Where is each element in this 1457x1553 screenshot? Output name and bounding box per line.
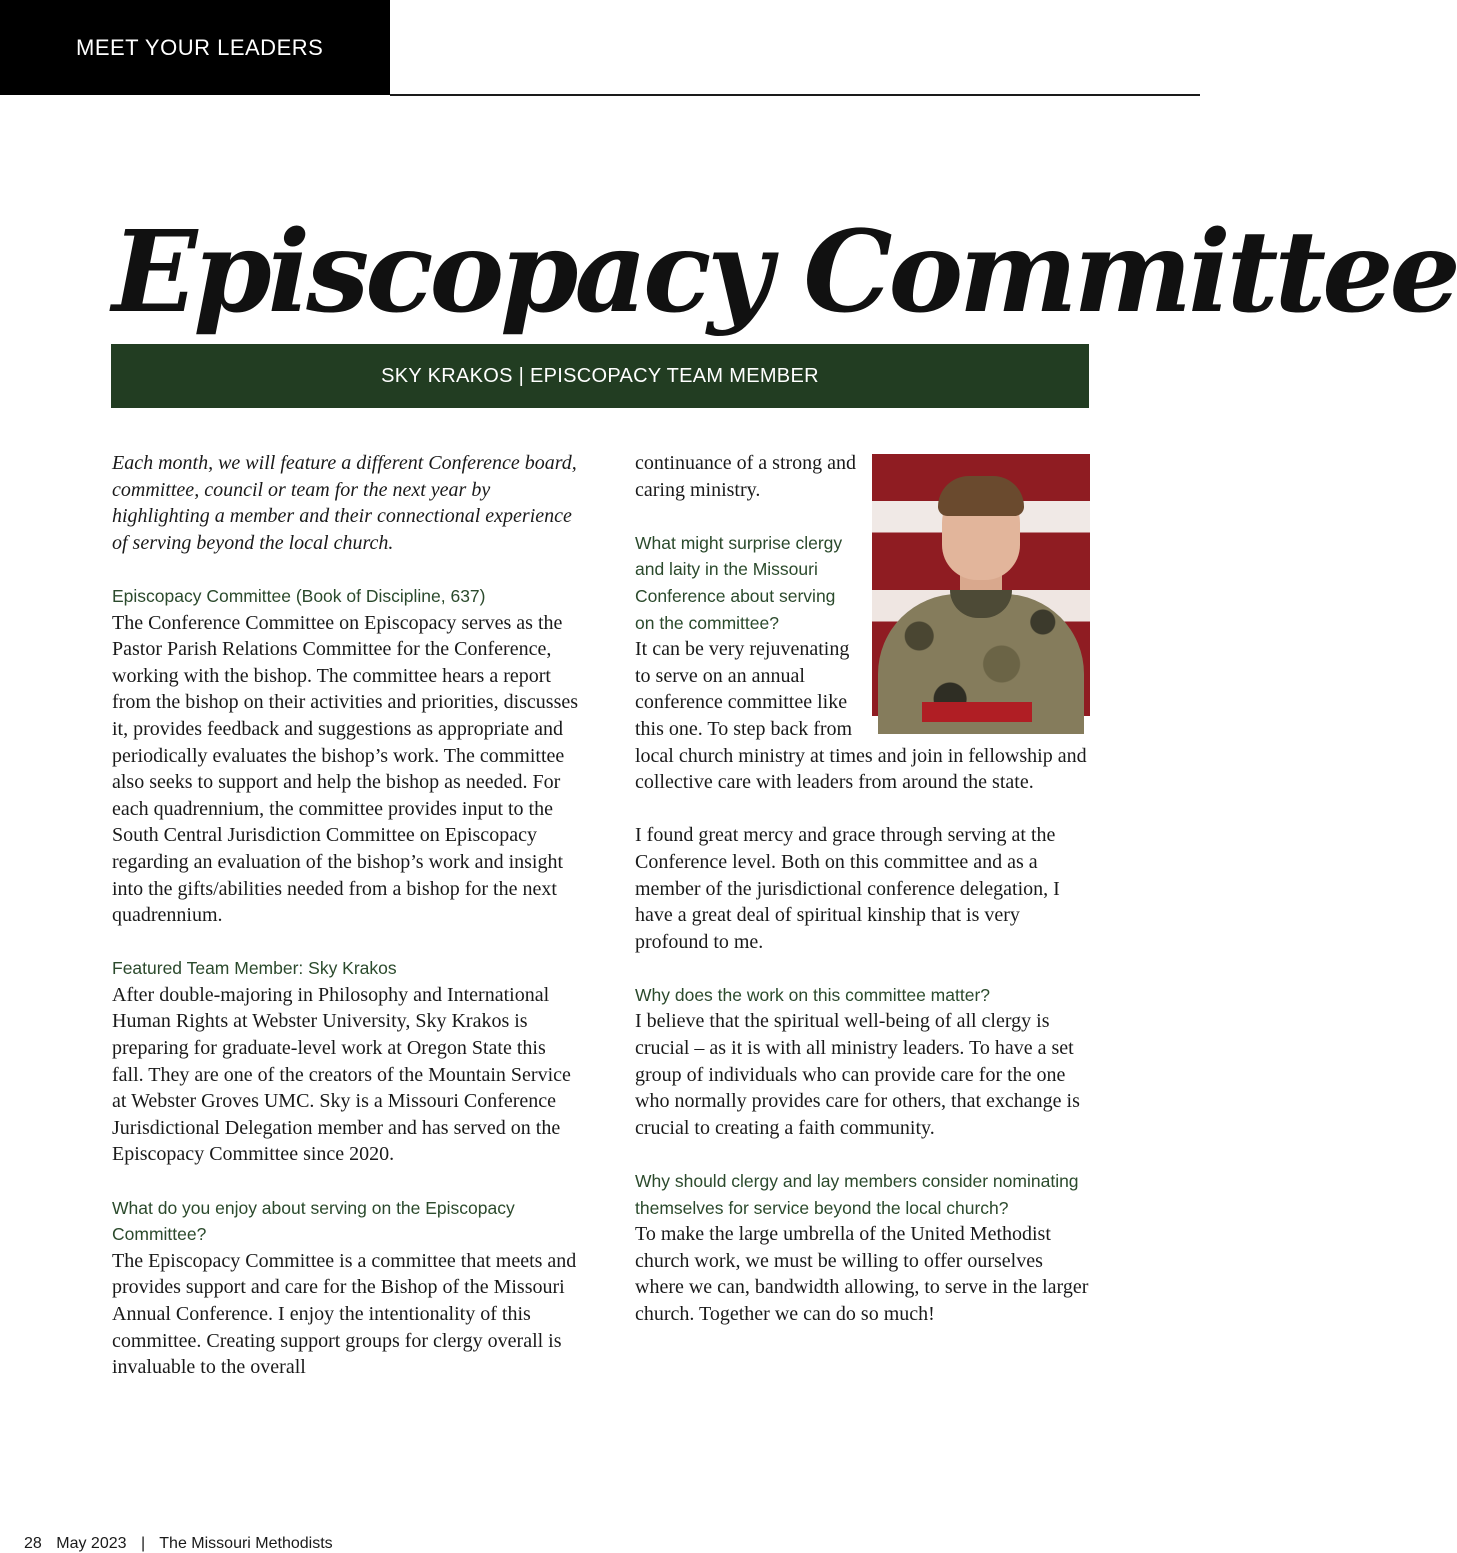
hair-shape (938, 476, 1024, 516)
issue-date: May 2023 (56, 1535, 127, 1552)
page-footer (24, 1535, 343, 1553)
answer-enjoy-continued: continuance of a strong and caring ministry. (635, 452, 857, 501)
name-banner: SKY KRAKOS | EPISCOPACY TEAM MEMBER (111, 344, 1089, 408)
answer-surprise-p2: I found great mercy and grace through serving at the Conference level. Both on this committee and as a member of the jurisdictional conference delegation, I have a great deal of spiritual kinship that is very profound to me. (635, 824, 1060, 953)
page-title: Episcopacy Committee (112, 207, 1457, 338)
featured-member-bio: After double-majoring in Philosophy and International Human Rights at Webster University, Sky Krakos is preparing for graduate-level work at Oregon State this fall. They are one of the creators of the Mountain Service at Webster Groves UMC. Sky is a Missouri Conference Jurisdictional Delegation member and has served on the Episcopacy Committee since 2020. (112, 983, 571, 1166)
question-heading-enjoy: What do you enjoy about serving on the Episcopacy Committee? (112, 1197, 515, 1245)
page-number: 28 (24, 1535, 42, 1552)
answer-matter: I believe that the spiritual well-being of all clergy is crucial – as it is with all ministry leaders. To have a set group of individuals who can provide care for the one who normally provides care for others, that exchange is crucial to creating a faith community. (635, 1010, 1080, 1139)
header-divider (390, 94, 1200, 96)
footer-separator: | (140, 1535, 146, 1552)
question-heading-surprise: What might surprise clergy and laity in the Missouri Conference about serving on the committee? (635, 532, 843, 633)
answer-surprise-p1: It can be very rejuvenating to serve on an annual conference committee like this one. To step back from local church ministry at times and join in fellowship and collective care with leaders from around the state. (635, 638, 1087, 794)
question-heading-matter: Why does the work on this committee matter? (635, 984, 990, 1005)
section-heading-featured-member: Featured Team Member: Sky Krakos (112, 958, 397, 979)
answer-nominate: To make the large umbrella of the United Methodist church work, we must be willing to offer ourselves where we can, bandwidth allowing, to serve in the larger church. Together we can do so much! (635, 1223, 1089, 1325)
publication-name: The Missouri Methodists (159, 1535, 333, 1552)
section-heading-committee: Episcopacy Committee (Book of Discipline, 637) (112, 585, 486, 606)
answer-enjoy: The Episcopacy Committee is a committee that meets and provides support and care for the Bishop of the Missouri Annual Conference. I enjoy the intentionality of this committee. Creating support groups for clergy overall is invaluable to the overall (112, 1249, 577, 1379)
intro-paragraph: Each month, we will feature a different Conference board, committee, council or team for the next year by highlighting a member and their connectional experience of serving beyond the local church. (112, 452, 577, 554)
left-column (112, 450, 582, 1381)
member-portrait-photo (872, 454, 1090, 716)
right-column (635, 450, 1090, 1328)
question-heading-nominate: Why should clergy and lay members consider nominating themselves for service beyond the local church? (635, 1171, 1079, 1218)
red-folder-shape (922, 702, 1032, 722)
committee-description: The Conference Committee on Episcopacy serves as the Pastor Parish Relations Committee for the Conference, working with the bishop. The committee hears a report from the bishop on their activities and priorities, discusses it, provides feedback and suggestions as appropriate and periodically evaluates the bishop’s work. The committee also seeks to support and help the bishop as needed. For each quadrennium, the committee provides input to the South Central Jurisdiction Committee on Episcopacy regarding an evaluation of the bishop’s work and insight into the gifts/abilities needed from a bishop for the next quadrennium. (112, 611, 579, 927)
section-label: MEET YOUR LEADERS (0, 0, 390, 95)
